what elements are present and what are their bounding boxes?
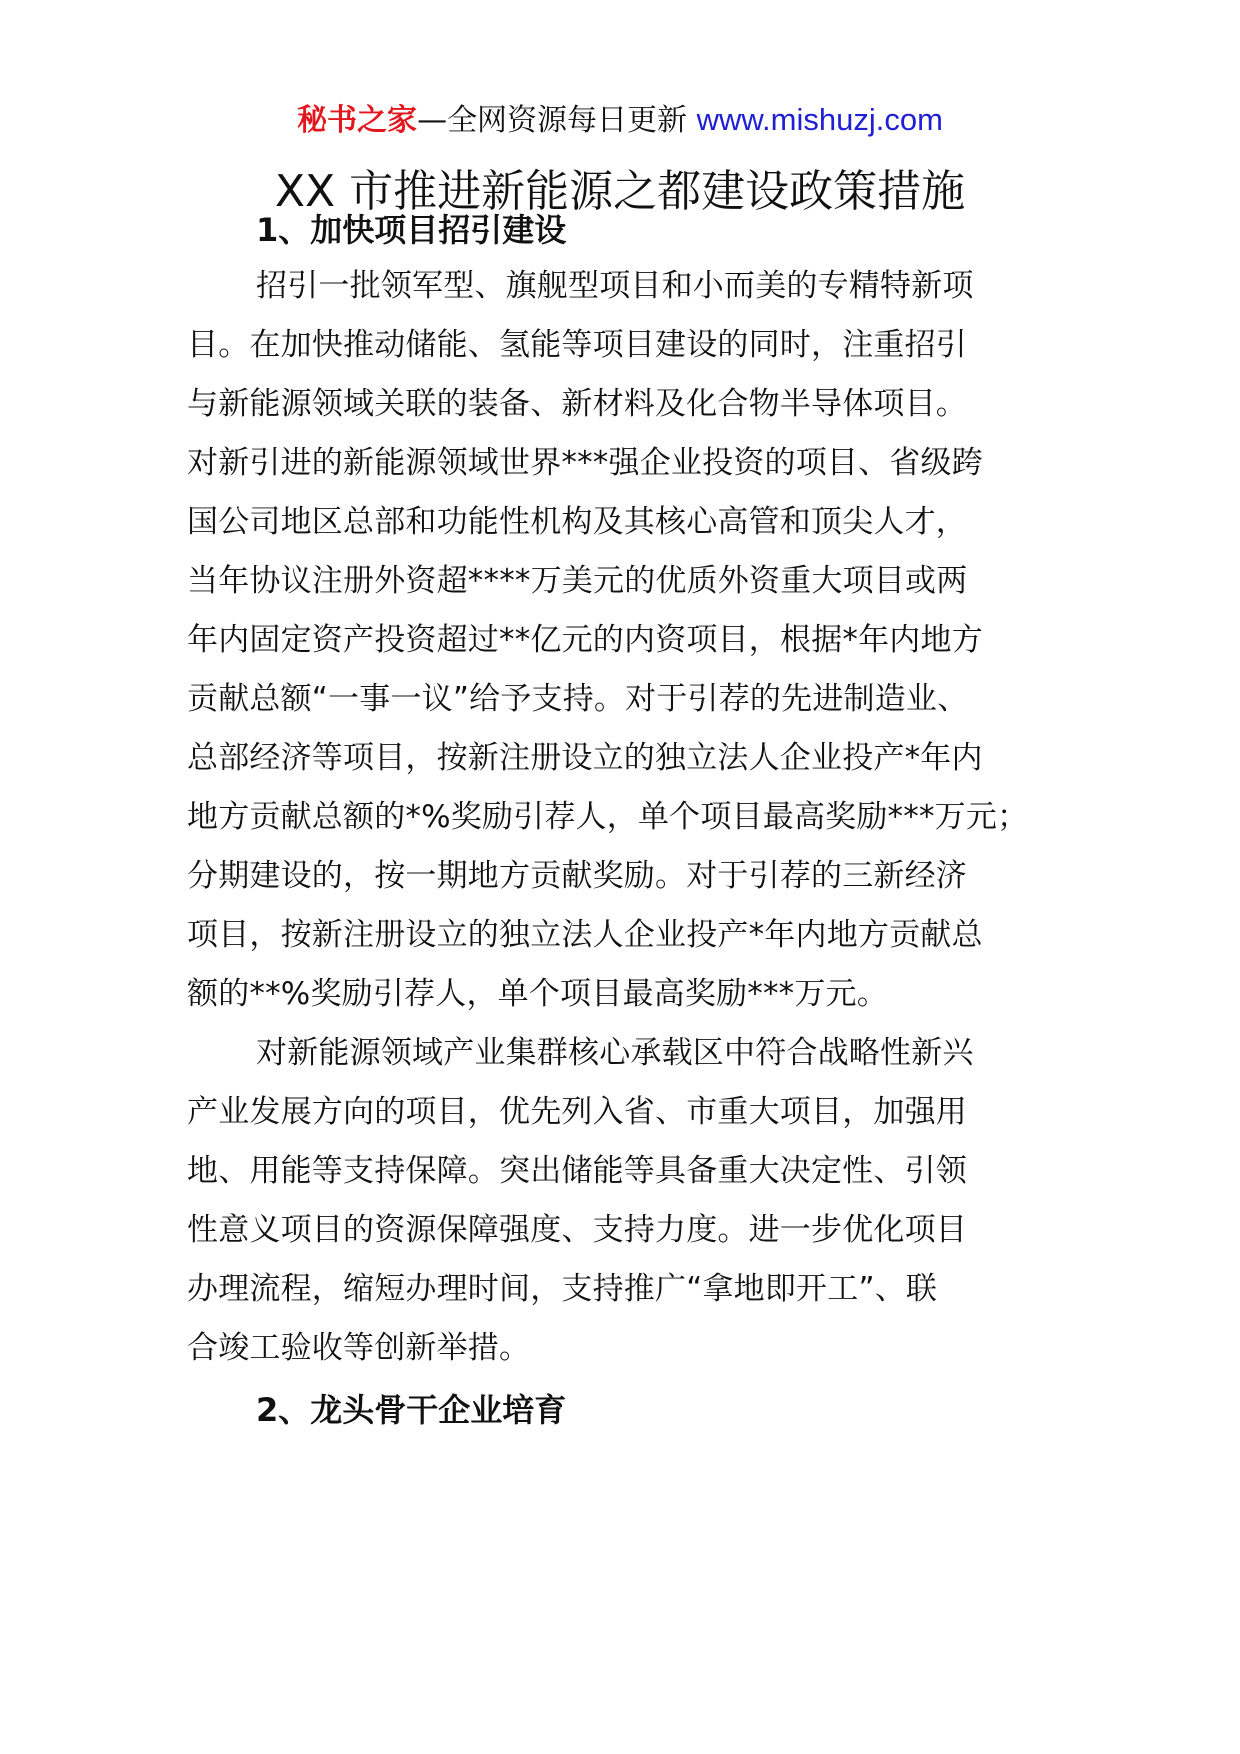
- paragraph-line: 性意义项目的资源保障强度、支持力度。进一步优化项目: [187, 1212, 967, 1248]
- paragraph-line: 与新能源领域关联的装备、新材料及化合物半导体项目。: [187, 386, 967, 422]
- header-banner: [0, 100, 1240, 141]
- paragraph-line: 国公司地区总部和功能性机构及其核心高管和顶尖人才，: [187, 504, 967, 540]
- paragraph-line: 当年协议注册外资超****万美元的优质外资重大项目或两: [187, 563, 968, 599]
- paragraph-line: 贡献总额“一事一议”给予支持。对于引荐的先进制造业、: [187, 681, 969, 717]
- brand-name: 秘书之家: [297, 103, 418, 138]
- paragraph-line: 总部经济等项目，按新注册设立的独立法人企业投产*年内: [187, 740, 983, 776]
- paragraph-line: 额的**%奖励引荐人，单个项目最高奖励***万元。: [187, 976, 888, 1012]
- section-heading-2: 2、龙头骨干企业培育: [256, 1391, 567, 1429]
- paragraph-line: 地方贡献总额的*%奖励引荐人，单个项目最高奖励***万元；: [187, 799, 1029, 835]
- paragraph-line: 分期建设的，按一期地方贡献奖励。对于引荐的三新经济: [187, 858, 967, 894]
- paragraph-line: 年内固定资产投资超过**亿元的内资项目，根据*年内地方: [187, 622, 983, 658]
- paragraph-line: 招引一批领军型、旗舰型项目和小而美的专精特新项: [256, 268, 974, 304]
- paragraph-line: 项目，按新注册设立的独立法人企业投产*年内地方贡献总: [187, 917, 983, 953]
- paragraph-line: 地、用能等支持保障。突出储能等具备重大决定性、引领: [187, 1153, 967, 1189]
- paragraph-line: 产业发展方向的项目，优先列入省、市重大项目，加强用: [187, 1094, 967, 1130]
- paragraph-line: 合竣工验收等创新举措。: [187, 1330, 531, 1366]
- paragraph-line: 对新引进的新能源领域世界***强企业投资的项目、省级跨: [187, 445, 983, 481]
- paragraph-line: 目。在加快推动储能、氢能等项目建设的同时，注重招引: [187, 327, 967, 363]
- header-tagline: —全网资源每日更新: [417, 103, 697, 138]
- paragraph-line: 办理流程，缩短办理时间，支持推广“拿地即开工”、联: [187, 1271, 938, 1307]
- paragraph-line: 对新能源领域产业集群核心承载区中符合战略性新兴: [256, 1035, 974, 1071]
- site-url-link[interactable]: www.mishuzj.com: [696, 102, 943, 137]
- document-title: XX 市推进新能源之都建设政策措施: [274, 166, 966, 217]
- section-heading-1: 1、加快项目招引建设: [256, 211, 567, 249]
